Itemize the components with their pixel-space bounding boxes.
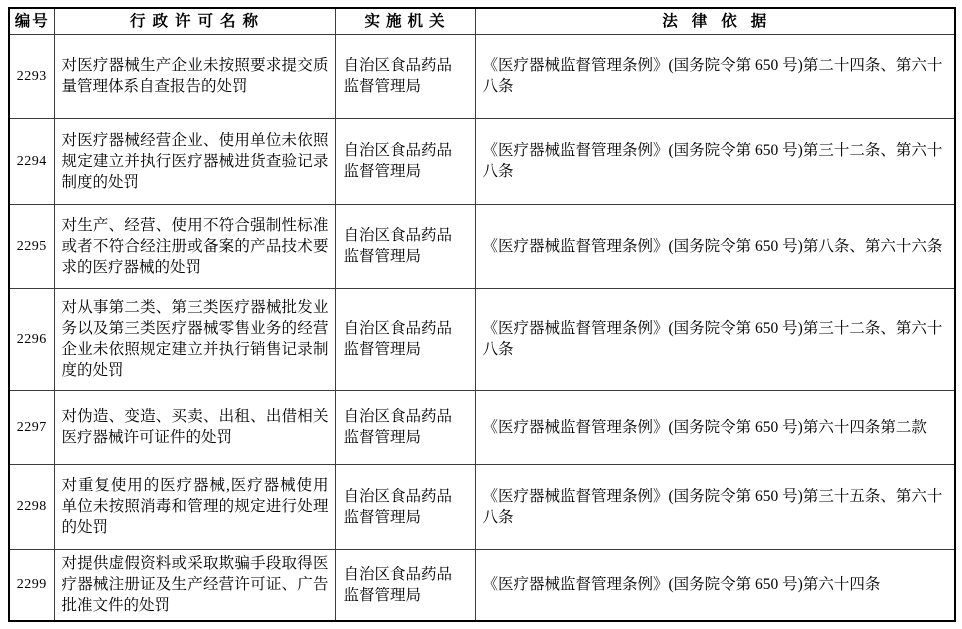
table-row: [9, 204, 955, 288]
administrative-permits-table: [8, 7, 956, 622]
table-row: [9, 549, 955, 621]
legal-basis: 《医疗器械监督管理条例》(国务院令第 650 号)第三十五条、第六十八条: [475, 464, 955, 549]
row-id: 2295: [9, 204, 54, 288]
legal-basis: 《医疗器械监督管理条例》(国务院令第 650 号)第六十四条第二款: [475, 390, 955, 464]
column-header-legal-basis: 法律依据: [475, 8, 955, 34]
row-id: 2294: [9, 118, 54, 204]
table-header: [9, 8, 955, 34]
column-header-agency: 实施机关: [335, 8, 475, 34]
legal-basis: 《医疗器械监督管理条例》(国务院令第 650 号)第六十四条: [475, 549, 955, 621]
table-row: [9, 34, 955, 118]
implementing-agency: 自治区食品药品监督管理局: [335, 549, 475, 621]
column-header-permit-name: 行政许可名称: [54, 8, 335, 34]
row-id: 2298: [9, 464, 54, 549]
legal-basis: 《医疗器械监督管理条例》(国务院令第 650 号)第三十二条、第六十八条: [475, 288, 955, 390]
permit-name: 对医疗器械经营企业、使用单位未依照规定建立并执行医疗器械进货查验记录制度的处罚: [54, 118, 335, 204]
legal-basis: 《医疗器械监督管理条例》(国务院令第 650 号)第三十二条、第六十八条: [475, 118, 955, 204]
permit-name: 对生产、经营、使用不符合强制性标准或者不符合经注册或备案的产品技术要求的医疗器械的处罚: [54, 204, 335, 288]
permit-name: 对提供虚假资料或采取欺骗手段取得医疗器械注册证及生产经营许可证、广告批准文件的处罚: [54, 549, 335, 621]
table-row: [9, 118, 955, 204]
implementing-agency: 自治区食品药品监督管理局: [335, 118, 475, 204]
table-row: [9, 288, 955, 390]
row-id: 2299: [9, 549, 54, 621]
header-row: [9, 8, 955, 34]
row-id: 2297: [9, 390, 54, 464]
implementing-agency: 自治区食品药品监督管理局: [335, 204, 475, 288]
implementing-agency: 自治区食品药品监督管理局: [335, 288, 475, 390]
permit-name: 对伪造、变造、买卖、出租、出借相关医疗器械许可证件的处罚: [54, 390, 335, 464]
column-header-id: 编号: [9, 8, 54, 34]
permit-name: 对从事第二类、第三类医疗器械批发业务以及第三类医疗器械零售业务的经营企业未依照规定建立并执行销售记录制度的处罚: [54, 288, 335, 390]
implementing-agency: 自治区食品药品监督管理局: [335, 34, 475, 118]
table-row: [9, 464, 955, 549]
legal-basis: 《医疗器械监督管理条例》(国务院令第 650 号)第八条、第六十六条: [475, 204, 955, 288]
legal-basis: 《医疗器械监督管理条例》(国务院令第 650 号)第二十四条、第六十八条: [475, 34, 955, 118]
implementing-agency: 自治区食品药品监督管理局: [335, 390, 475, 464]
table-row: [9, 390, 955, 464]
row-id: 2293: [9, 34, 54, 118]
implementing-agency: 自治区食品药品监督管理局: [335, 464, 475, 549]
permit-name: 对医疗器械生产企业未按照要求提交质量管理体系自查报告的处罚: [54, 34, 335, 118]
permit-name: 对重复使用的医疗器械,医疗器械使用单位未按照消毒和管理的规定进行处理的处罚: [54, 464, 335, 549]
table-body: [9, 34, 955, 621]
row-id: 2296: [9, 288, 54, 390]
